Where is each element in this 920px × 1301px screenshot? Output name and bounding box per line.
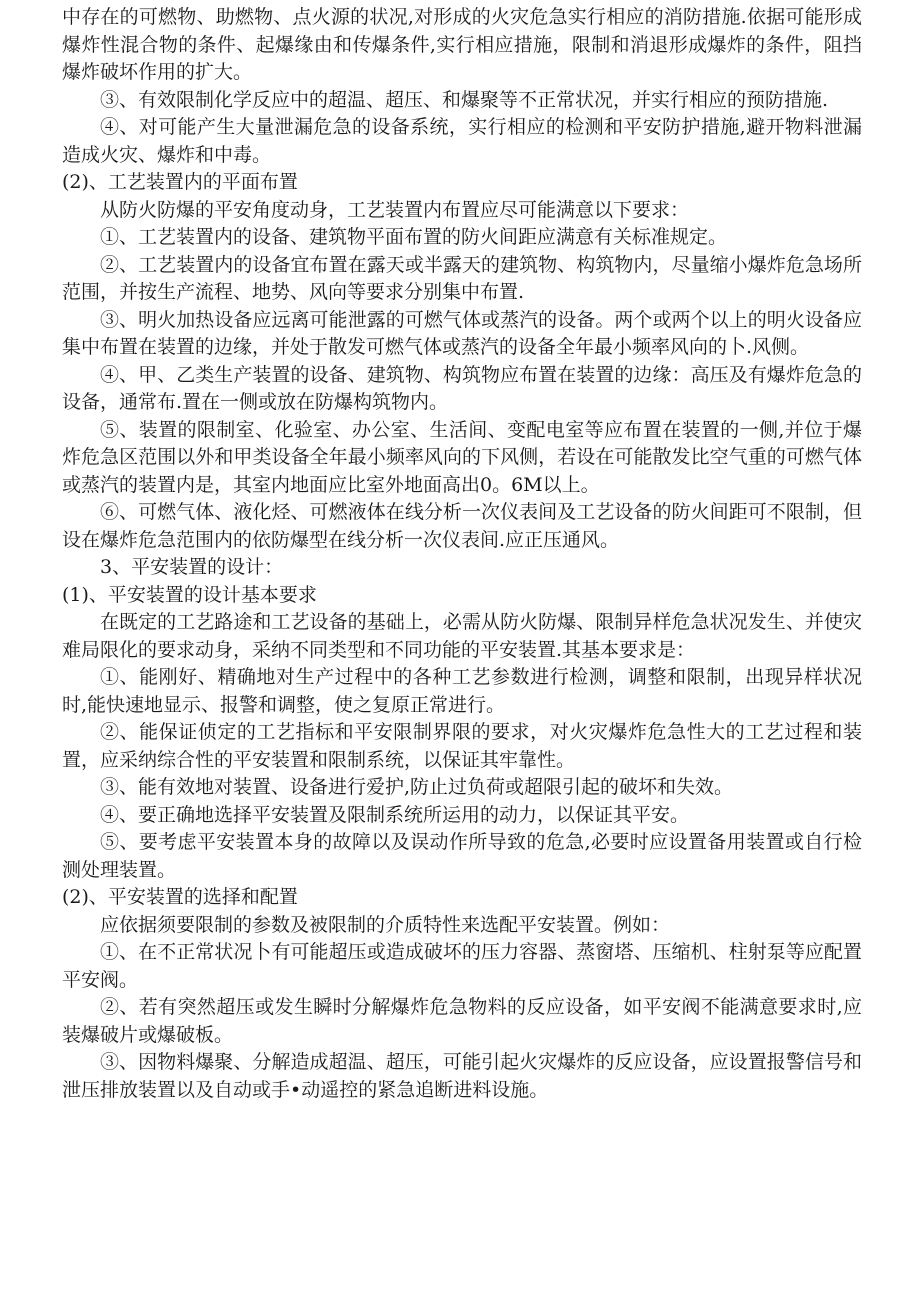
paragraph-item-3: ③、有效限制化学反应中的超温、超压、和爆聚等不正常状况，并实行相应的预防措施. [100, 88, 829, 111]
paragraph-intro-continued: 中存在的可燃物、助燃物、点火源的状况,对形成的火灾危急实行相应的消防措施.依据可能形成爆炸性混合物的条件、起爆缘由和传爆条件,实行相应措施，限制和消退形成爆炸的条件，阻挡爆炸破坏作用的扩大。 [62, 6, 862, 83]
paragraph-requirement-4: ④、要正确地选择平安装置及限制系统所运用的动力，以保证其平安。 [100, 803, 690, 826]
document-body [62, 4, 862, 1104]
paragraph-layout-item-2: ②、工艺装置内的设备宜布置在露天或半露天的建筑物、构筑物内，尽量缩小爆炸危急场所范围，并按生产流程、地势、风向等要求分别集中布置. [62, 253, 862, 303]
section-heading-safety-devices: 3、平安装置的设计： [100, 556, 284, 578]
paragraph-selection-item-3: ③、因物料爆聚、分解造成超温、超压，可能引起火灾爆炸的反应设备，应设置报警信号和泄压排放装置以及自动或手•动遥控的紧急追断进料设施。 [62, 1051, 862, 1101]
paragraph-requirement-3: ③、能有效地对装置、设备进行爱护,防止过负荷或超限引起的破坏和失效。 [100, 776, 734, 798]
paragraph-selection-item-1: ①、在不正常状况卜有可能超压或造成破坏的压力容器、蒸窗塔、压缩机、柱射泵等应配置平安阀。 [62, 941, 862, 991]
paragraph-layout-item-5: ⑤、装置的限制室、化验室、办公室、生活间、变配电室等应布置在装置的一侧,并位于爆炸危急区范围以外和甲类设备全年最小频率风向的下风侧，若设在可能散发比空气重的可燃气体或蒸汽的装置内是，其室内地面应比室外地面高出0。6M以上。 [62, 418, 862, 496]
paragraph-requirement-2: ②、能保证侦定的工艺指标和平安限制界限的要求，对火灾爆炸危急性大的工艺过程和装置，应采纳综合性的平安装置和限制系统，以保证其牢靠性。 [62, 721, 862, 771]
paragraph-layout-item-6: ⑥、可燃气体、液化烃、可燃液体在线分析一次仪表间及工艺设备的防火间距可不限制，但设在爆炸危急范围内的依防爆型在线分析一次仪表间.应正压通风。 [62, 501, 862, 551]
section-heading-layout: (2)、工艺装置内的平面布置 [62, 171, 298, 193]
paragraph-layout-intro: 从防火防爆的平安角度动身，工艺装置内布置应尽可能满意以下要求： [100, 198, 690, 221]
paragraph-requirements-intro: 在既定的工艺路途和工艺设备的基础上，必需从防火防爆、限制异样危急状况发生、并使灾难局限化的要求动身，采纳不同类型和不同功能的平安装置.其基本要求是： [62, 611, 862, 661]
paragraph-requirement-5: ⑤、要考虑平安装置本身的故障以及误动作所导致的危急,必要时应设置备用装置或自行检测处理装置。 [62, 831, 862, 881]
paragraph-layout-item-4: ④、甲、乙类生产装置的设备、建筑物、构筑物应布置在装置的边缘：高压及有爆炸危急的设备，通常布.置在一侧或放在防爆构筑物内。 [62, 363, 862, 413]
paragraph-requirement-1: ①、能刚好、精确地对生产过程中的各种工艺参数进行检测，调整和限制，出现异样状况时,能快速地显示、报警和调整，使之复原正常进行。 [62, 666, 862, 716]
section-heading-selection: (2)、平安装置的选择和配置 [62, 886, 298, 908]
paragraph-layout-item-3: ③、明火加热设备应远离可能泄露的可燃气体或蒸汽的设备。两个或两个以上的明火设备应集中布置在装置的边缘，并处于散发可燃气体或蒸汽的设备全年最小频率风向的卜.风侧。 [62, 308, 862, 358]
paragraph-item-4: ④、对可能产生大量泄漏危急的设备系统，实行相应的检测和平安防护措施,避开物料泄漏造成火灾、爆炸和中毒。 [62, 116, 862, 166]
section-heading-basic-requirements: (1)、平安装置的设计基本要求 [62, 583, 317, 606]
paragraph-layout-item-1: ①、工艺装置内的设备、建筑物平面布置的防火间距应满意有关标准规定。 [100, 226, 728, 248]
paragraph-selection-item-2: ②、若有突然超压或发生瞬时分解爆炸危急物料的反应设备，如平安阀不能满意要求时,应装爆破片或爆破板。 [62, 996, 862, 1046]
paragraph-selection-intro: 应依据须要限制的参数及被限制的介质特性来选配平安装置。例如： [100, 913, 671, 936]
